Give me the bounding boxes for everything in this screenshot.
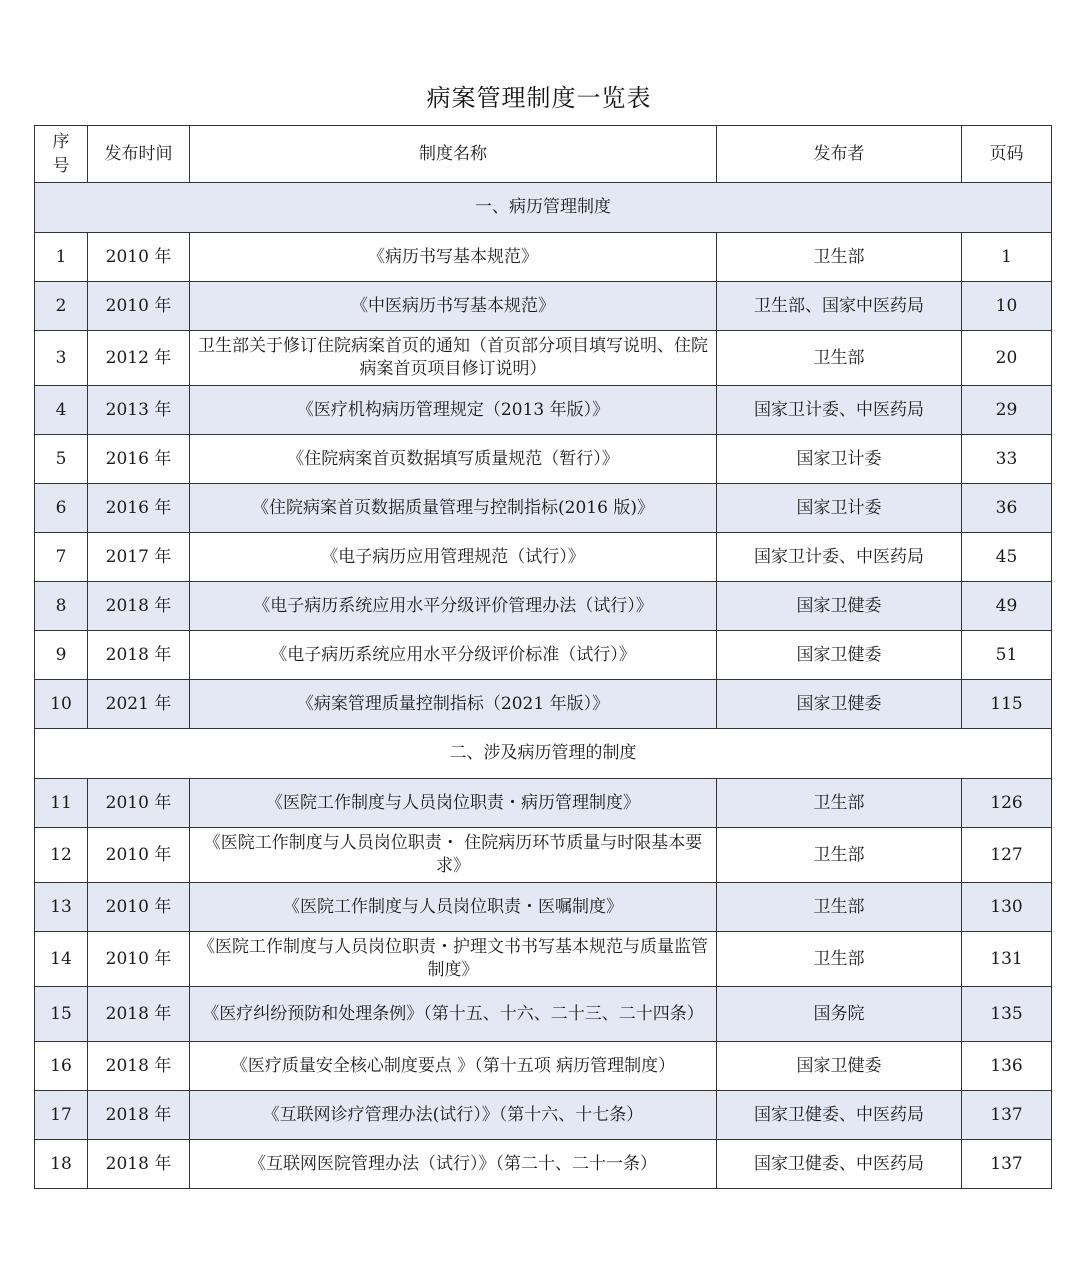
row-publisher: 国家卫健委 (717, 582, 962, 631)
table-row (35, 484, 1052, 533)
row-number: 5 (35, 435, 88, 484)
row-number: 2 (35, 282, 88, 331)
row-publisher: 卫生部 (717, 932, 962, 987)
row-date: 2018 年 (88, 1091, 190, 1140)
table-row (35, 1042, 1052, 1091)
row-publisher: 卫生部、国家中医药局 (717, 282, 962, 331)
row-number: 12 (35, 828, 88, 883)
row-publisher: 卫生部 (717, 779, 962, 828)
row-page: 1 (962, 233, 1052, 282)
table-row (35, 987, 1052, 1042)
row-number: 10 (35, 680, 88, 729)
row-number: 16 (35, 1042, 88, 1091)
row-number: 11 (35, 779, 88, 828)
row-publisher: 国家卫健委、中医药局 (717, 1091, 962, 1140)
row-regulation-name: 《互联网诊疗管理办法(试行）》（第十六、十七条） (190, 1091, 717, 1140)
table-row (35, 582, 1052, 631)
row-date: 2012 年 (88, 331, 190, 386)
row-publisher: 国家卫计委 (717, 484, 962, 533)
table-row (35, 282, 1052, 331)
row-page: 36 (962, 484, 1052, 533)
row-date: 2018 年 (88, 631, 190, 680)
row-publisher: 卫生部 (717, 883, 962, 932)
row-page: 49 (962, 582, 1052, 631)
row-page: 10 (962, 282, 1052, 331)
row-publisher: 卫生部 (717, 331, 962, 386)
row-regulation-name: 《病案管理质量控制指标（2021 年版）》 (190, 680, 717, 729)
header-no-line1: 序 (52, 132, 70, 152)
row-page: 20 (962, 331, 1052, 386)
section-title: 一、病历管理制度 (35, 183, 1052, 233)
row-date: 2010 年 (88, 883, 190, 932)
row-regulation-name: 《住院病案首页数据质量管理与控制指标(2016 版)》 (190, 484, 717, 533)
table-row (35, 435, 1052, 484)
header-no-line2: 号 (52, 156, 70, 176)
regulation-table (34, 125, 1052, 1189)
row-publisher: 卫生部 (717, 828, 962, 883)
row-publisher: 国家卫健委 (717, 680, 962, 729)
table-row (35, 331, 1052, 386)
row-publisher: 国务院 (717, 987, 962, 1042)
header-no (35, 126, 88, 183)
row-regulation-name: 《电子病历应用管理规范（试行）》 (190, 533, 717, 582)
row-regulation-name: 《医院工作制度与人员岗位职责・医嘱制度》 (190, 883, 717, 932)
row-publisher: 卫生部 (717, 233, 962, 282)
row-publisher: 国家卫健委、中医药局 (717, 1140, 962, 1189)
row-page: 127 (962, 828, 1052, 883)
row-regulation-name: 《病历书写基本规范》 (190, 233, 717, 282)
row-date: 2018 年 (88, 1140, 190, 1189)
row-publisher: 国家卫健委 (717, 631, 962, 680)
row-page: 137 (962, 1140, 1052, 1189)
row-page: 130 (962, 883, 1052, 932)
row-regulation-name: 卫生部关于修订住院病案首页的通知（首页部分项目填写说明、住院病案首页项目修订说明） (190, 331, 717, 386)
row-number: 9 (35, 631, 88, 680)
header-date: 发布时间 (88, 126, 190, 183)
row-regulation-name: 《医疗机构病历管理规定（2013 年版）》 (190, 386, 717, 435)
section-row (35, 729, 1052, 779)
row-regulation-name: 《住院病案首页数据填写质量规范（暂行）》 (190, 435, 717, 484)
row-publisher: 国家卫健委 (717, 1042, 962, 1091)
table-row (35, 828, 1052, 883)
row-date: 2018 年 (88, 987, 190, 1042)
row-date: 2010 年 (88, 828, 190, 883)
header-page: 页码 (962, 126, 1052, 183)
row-page: 45 (962, 533, 1052, 582)
row-page: 51 (962, 631, 1052, 680)
row-page: 126 (962, 779, 1052, 828)
row-number: 4 (35, 386, 88, 435)
row-date: 2018 年 (88, 1042, 190, 1091)
section-title: 二、涉及病历管理的制度 (35, 729, 1052, 779)
row-regulation-name: 《互联网医院管理办法（试行）》（第二十、二十一条） (190, 1140, 717, 1189)
row-date: 2010 年 (88, 779, 190, 828)
header-row (35, 126, 1052, 183)
row-number: 17 (35, 1091, 88, 1140)
row-page: 115 (962, 680, 1052, 729)
row-date: 2013 年 (88, 386, 190, 435)
document-title: 病案管理制度一览表 (426, 84, 652, 112)
row-publisher: 国家卫计委、中医药局 (717, 533, 962, 582)
row-page: 29 (962, 386, 1052, 435)
row-regulation-name: 《医院工作制度与人员岗位职责・病历管理制度》 (190, 779, 717, 828)
row-number: 7 (35, 533, 88, 582)
row-number: 18 (35, 1140, 88, 1189)
table-row (35, 932, 1052, 987)
row-publisher: 国家卫计委 (717, 435, 962, 484)
row-page: 33 (962, 435, 1052, 484)
table-row (35, 386, 1052, 435)
row-regulation-name: 《医院工作制度与人员岗位职责・ 住院病历环节质量与时限基本要求》 (190, 828, 717, 883)
row-number: 14 (35, 932, 88, 987)
row-date: 2010 年 (88, 282, 190, 331)
row-date: 2016 年 (88, 484, 190, 533)
row-date: 2010 年 (88, 233, 190, 282)
row-number: 13 (35, 883, 88, 932)
table-row (35, 1091, 1052, 1140)
row-number: 8 (35, 582, 88, 631)
table-row (35, 233, 1052, 282)
row-number: 15 (35, 987, 88, 1042)
row-number: 6 (35, 484, 88, 533)
row-regulation-name: 《电子病历系统应用水平分级评价标准（试行）》 (190, 631, 717, 680)
row-page: 137 (962, 1091, 1052, 1140)
table-row (35, 883, 1052, 932)
row-date: 2016 年 (88, 435, 190, 484)
table-row (35, 779, 1052, 828)
row-regulation-name: 《电子病历系统应用水平分级评价管理办法（试行）》 (190, 582, 717, 631)
row-date: 2021 年 (88, 680, 190, 729)
table-row (35, 680, 1052, 729)
table-row (35, 631, 1052, 680)
row-page: 131 (962, 932, 1052, 987)
row-number: 1 (35, 233, 88, 282)
row-publisher: 国家卫计委、中医药局 (717, 386, 962, 435)
row-number: 3 (35, 331, 88, 386)
header-publisher: 发布者 (717, 126, 962, 183)
row-page: 136 (962, 1042, 1052, 1091)
header-name: 制度名称 (190, 126, 717, 183)
section-row (35, 183, 1052, 233)
row-regulation-name: 《中医病历书写基本规范》 (190, 282, 717, 331)
table-row (35, 1140, 1052, 1189)
row-regulation-name: 《医疗质量安全核心制度要点 》（第十五项 病历管理制度） (190, 1042, 717, 1091)
row-regulation-name: 《医院工作制度与人员岗位职责・护理文书书写基本规范与质量监管制度》 (190, 932, 717, 987)
row-date: 2017 年 (88, 533, 190, 582)
row-regulation-name: 《医疗纠纷预防和处理条例》（第十五、十六、二十三、二十四条） (190, 987, 717, 1042)
row-date: 2010 年 (88, 932, 190, 987)
table-row (35, 533, 1052, 582)
row-date: 2018 年 (88, 582, 190, 631)
row-page: 135 (962, 987, 1052, 1042)
